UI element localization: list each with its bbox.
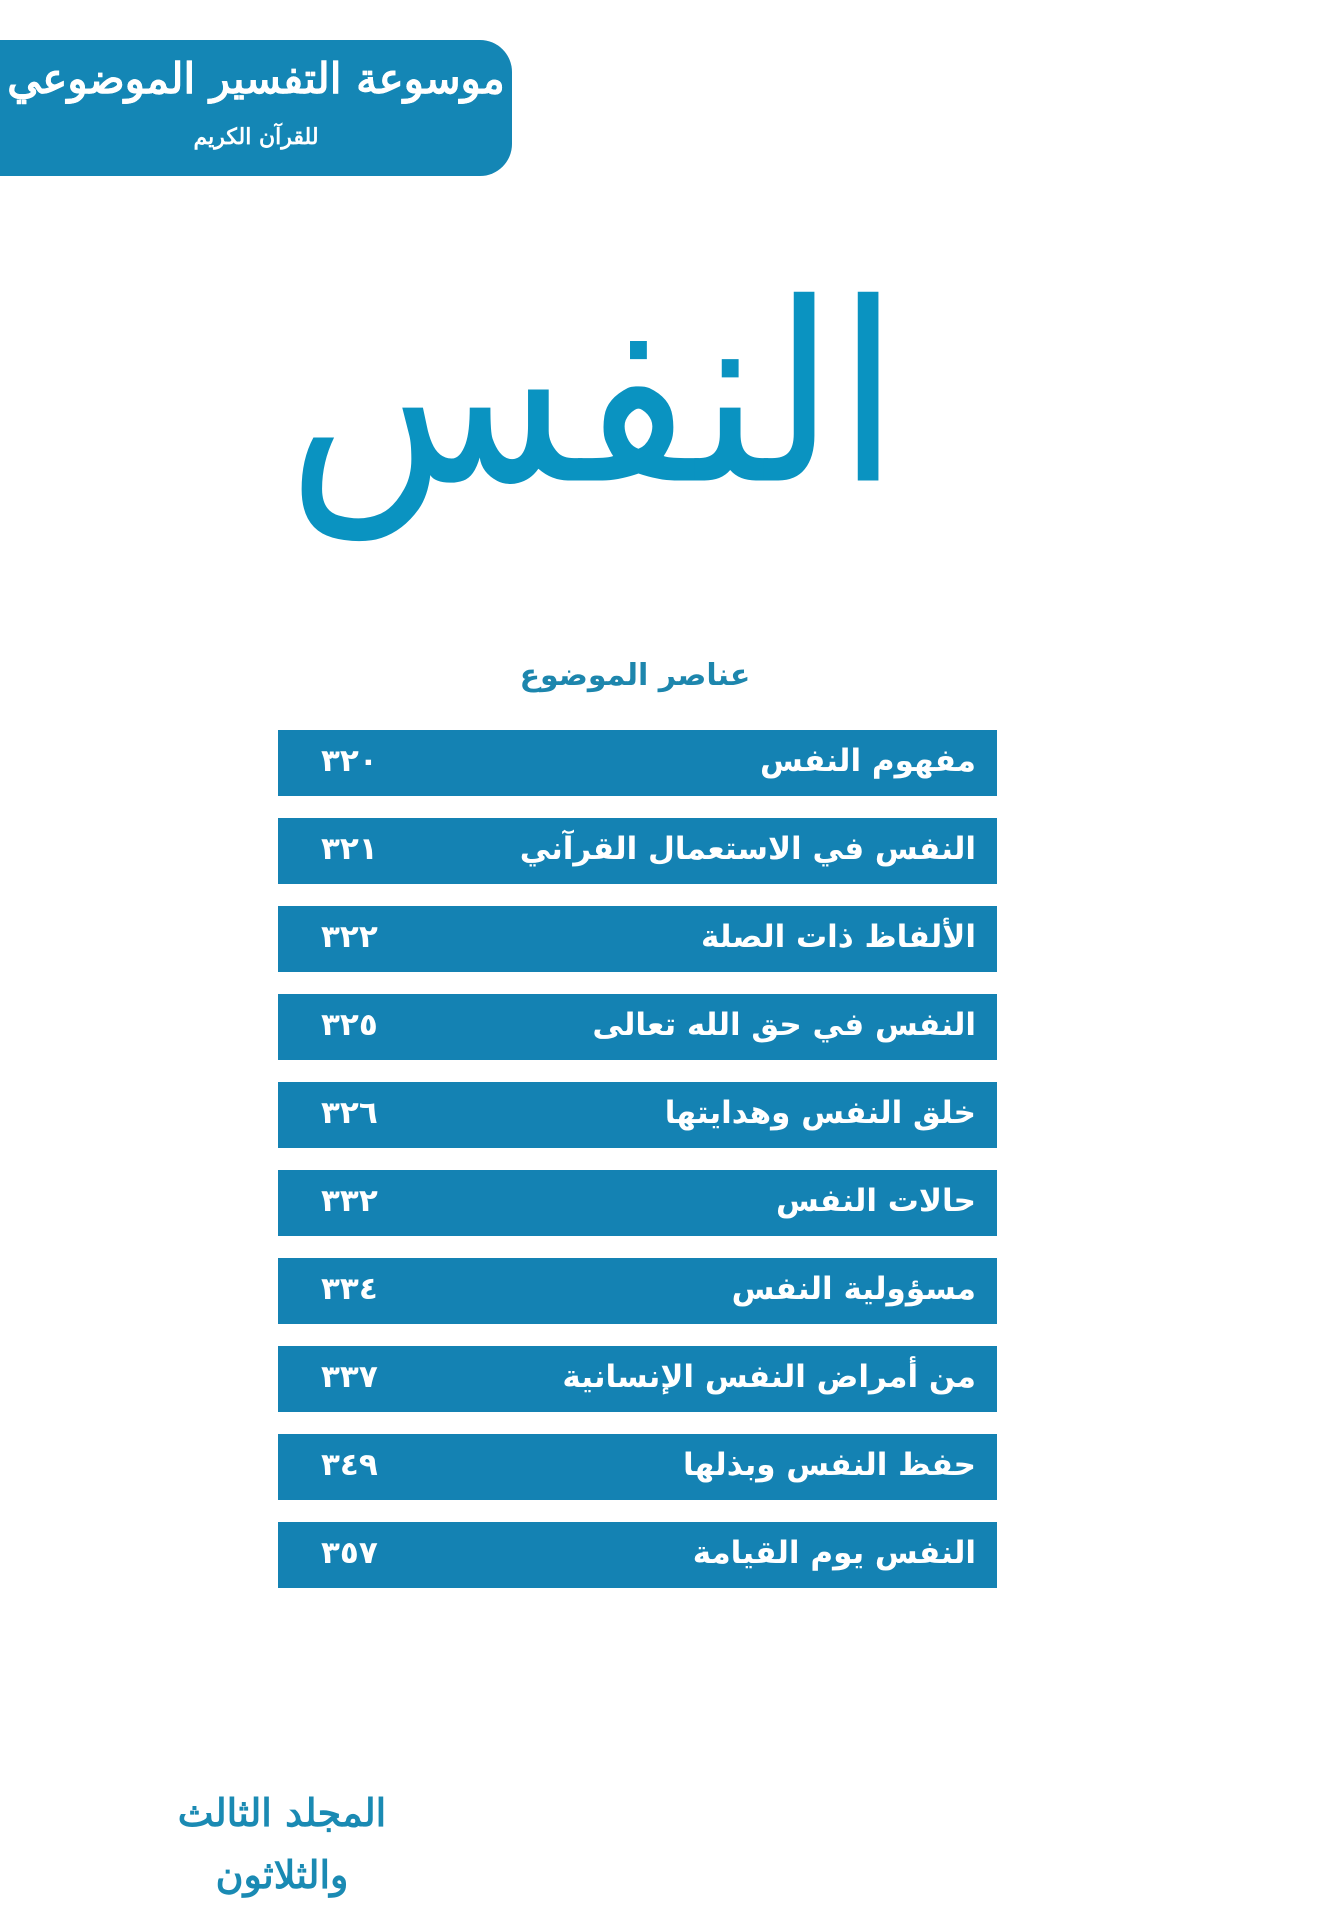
- table-of-contents: [278, 730, 997, 1588]
- toc-item-label: النفس يوم القيامة: [692, 1535, 976, 1571]
- main-title-text: النفس: [287, 251, 900, 540]
- toc-row: [278, 906, 997, 972]
- toc-item-label: حفظ النفس وبذلها: [682, 1447, 976, 1483]
- toc-item-label: مسؤولية النفس: [731, 1271, 976, 1307]
- toc-row: [278, 1082, 997, 1148]
- toc-row: [278, 1522, 997, 1588]
- toc-row: [278, 994, 997, 1060]
- toc-page-number: ٣٢١: [321, 831, 378, 867]
- toc-page-number: ٣٣٢: [321, 1183, 378, 1219]
- main-title: [287, 250, 900, 610]
- toc-page-number: ٣٤٩: [321, 1447, 378, 1483]
- toc-page-number: ٣٢٦: [321, 1095, 378, 1131]
- toc-row: [278, 1346, 997, 1412]
- toc-row: [278, 1434, 997, 1500]
- series-title: موسوعة التفسير الموضوعي: [7, 54, 505, 103]
- series-badge: [0, 40, 512, 176]
- contents-heading: عناصر الموضوع: [519, 658, 751, 693]
- toc-page-number: ٣٢٥: [321, 1007, 378, 1043]
- toc-page-number: ٣٢٠: [321, 743, 378, 779]
- toc-page-number: ٣٣٧: [321, 1359, 378, 1395]
- toc-item-label: خلق النفس وهدايتها: [664, 1095, 976, 1131]
- toc-page-number: ٣٣٤: [321, 1271, 378, 1307]
- series-subtitle: للقرآن الكريم: [193, 124, 319, 150]
- toc-row: [278, 1258, 997, 1324]
- toc-item-label: النفس في الاستعمال القرآني: [519, 831, 976, 867]
- toc-row: [278, 730, 997, 796]
- toc-row: [278, 818, 997, 884]
- toc-page-number: ٣٢٢: [321, 919, 378, 955]
- toc-item-label: النفس في حق الله تعالى: [592, 1007, 976, 1043]
- toc-item-label: الألفاظ ذات الصلة: [700, 919, 976, 955]
- toc-item-label: مفهوم النفس: [760, 743, 976, 779]
- toc-item-label: حالات النفس: [775, 1183, 976, 1219]
- toc-page-number: ٣٥٧: [321, 1535, 378, 1571]
- toc-row: [278, 1170, 997, 1236]
- volume-label: المجلد الثالث والثلاثون: [177, 1790, 387, 1897]
- toc-item-label: من أمراض النفس الإنسانية: [562, 1359, 976, 1395]
